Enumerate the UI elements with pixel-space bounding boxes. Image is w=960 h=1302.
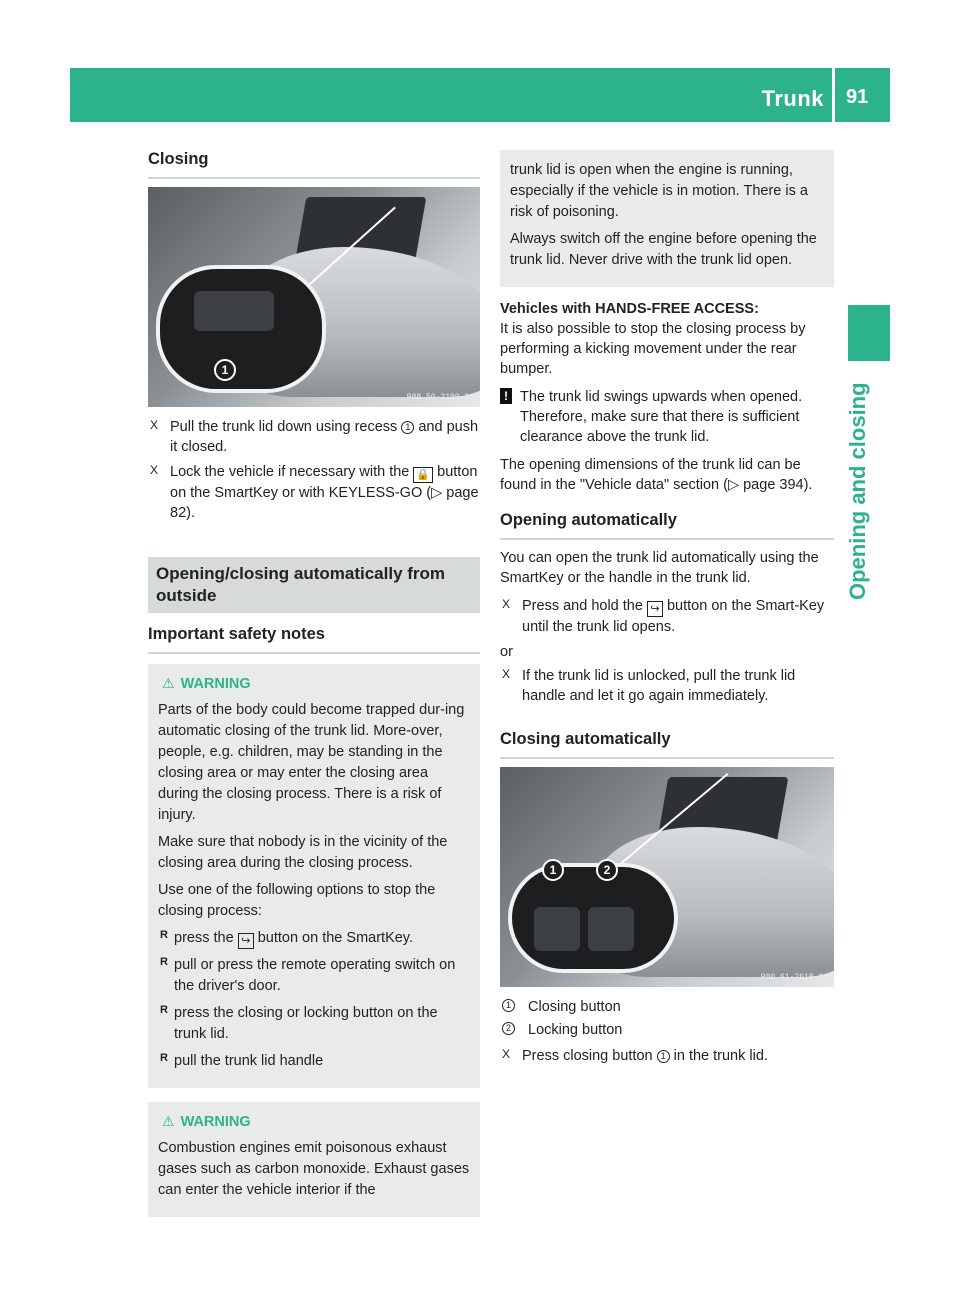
step-item bbox=[148, 462, 480, 523]
header-divider bbox=[832, 68, 835, 122]
dimensions-text: The opening dimensions of the trunk lid can be found in the "Vehicle data" section (▷ page 394). bbox=[500, 457, 813, 494]
recess-shape bbox=[194, 291, 274, 331]
step-text: and push it closed. bbox=[170, 418, 479, 455]
warning-title: ⚠ WARNING bbox=[162, 674, 251, 692]
step-arrow-icon: X bbox=[502, 1046, 511, 1061]
lock-key-icon: 🔒 bbox=[413, 467, 433, 483]
warning-box-continued bbox=[500, 150, 834, 287]
step-text: button on the SmartKey or with KEYLESS-GO (▷ page 82). bbox=[170, 463, 479, 521]
trunk-key-icon: ↪ bbox=[647, 601, 663, 617]
circled-number-icon: 1 bbox=[502, 999, 515, 1012]
opening-heading: Opening automatically bbox=[500, 509, 834, 540]
step-arrow-icon: X bbox=[502, 596, 511, 611]
trunk-recess-photo bbox=[148, 187, 480, 407]
step-text: Lock the vehicle if necessary with the bbox=[170, 463, 410, 480]
photo-code: P88.50-3109-31 bbox=[406, 392, 474, 402]
photo-code: P80.61-2618-31 bbox=[760, 972, 828, 982]
left-column bbox=[148, 148, 480, 1217]
bullet-icon: R bbox=[160, 1051, 168, 1064]
step-text: Pull the trunk lid down using recess bbox=[170, 418, 398, 435]
safety-heading: Important safety notes bbox=[148, 623, 480, 654]
circled-number-icon: 1 bbox=[657, 1050, 670, 1063]
closing-button-shape bbox=[534, 907, 580, 951]
bullet-item: R press the closing or locking button on the trunk lid. bbox=[160, 1003, 438, 1042]
exclamation-icon: ! bbox=[500, 388, 512, 404]
section-title: Trunk bbox=[761, 86, 824, 111]
circled-number-icon: 1 bbox=[401, 421, 414, 434]
photo-legend bbox=[500, 997, 834, 1040]
step-item: X Press closing button 1 in the trunk lid. bbox=[502, 1046, 768, 1064]
step-arrow-icon: X bbox=[502, 666, 511, 681]
page-number: 91 bbox=[846, 86, 869, 108]
step-item: X Press and hold the ↪ button on the Smart-Key until the trunk lid opens. bbox=[502, 596, 825, 635]
warning-text: trunk lid is open when the engine is running, especially if the vehicle is in motion. There is a risk of poisoning. bbox=[510, 162, 808, 221]
chapter-tab bbox=[848, 305, 890, 361]
closing-steps bbox=[148, 417, 480, 523]
step-arrow-icon: X bbox=[150, 462, 159, 477]
locking-button-shape bbox=[588, 907, 634, 951]
right-column bbox=[500, 150, 834, 1071]
step-arrow-icon: X bbox=[150, 417, 159, 432]
section-band-heading: Opening/closing automatically from outside bbox=[148, 557, 480, 613]
hfa-text: It is also possible to stop the closing process by performing a kicking movement under the rear bumper. bbox=[500, 321, 806, 378]
step-item bbox=[148, 417, 480, 457]
bullet-item: R pull the trunk lid handle bbox=[160, 1051, 324, 1069]
note-item bbox=[500, 387, 834, 447]
or-text: or bbox=[500, 643, 513, 660]
warning-box bbox=[148, 664, 480, 1088]
bullet-item: R press the ↪ button on the SmartKey. bbox=[160, 928, 414, 947]
bullet-icon: R bbox=[160, 955, 168, 968]
note-text: The trunk lid swings upwards when opened. Therefore, make sure that there is sufficient clearance above the trunk lid. bbox=[520, 389, 803, 446]
hfa-title: Vehicles with HANDS-FREE ACCESS: bbox=[500, 301, 759, 318]
bullet-icon: R bbox=[160, 1003, 168, 1016]
closing-auto-heading: Closing automatically bbox=[500, 728, 834, 759]
buttons-inset bbox=[508, 863, 678, 973]
circled-number-icon: 2 bbox=[502, 1022, 515, 1035]
legend-item: 1 Closing button bbox=[500, 997, 834, 1017]
warning-text: Always switch off the engine before opening the trunk lid. Never drive with the trunk lid open. bbox=[510, 231, 817, 269]
step-item: X If the trunk lid is unlocked, pull the trunk lid handle and let it go again immediately. bbox=[502, 666, 796, 704]
trunk-key-icon: ↪ bbox=[238, 933, 254, 949]
callout-1: 1 bbox=[542, 859, 564, 881]
warning-text: Parts of the body could become trapped dur-ing automatic closing of the trunk lid. More-over, people, e.g. children, may be standing in the closing area or may enter the closing area during the closing process. There is a risk of injury. bbox=[158, 701, 465, 823]
legend-item: 2 Locking button bbox=[500, 1020, 834, 1040]
closing-heading: Closing bbox=[148, 148, 480, 179]
chapter-label: Opening and closing bbox=[845, 382, 870, 600]
warning-title: ⚠ WARNING bbox=[162, 1112, 251, 1130]
callout-1: 1 bbox=[214, 359, 236, 381]
trunk-buttons-photo bbox=[500, 767, 834, 987]
warning-triangle-icon: ⚠ bbox=[162, 1112, 175, 1129]
warning-text: Combustion engines emit poisonous exhaust gases such as carbon monoxide. Exhaust gases can enter the vehicle interior if the bbox=[158, 1139, 470, 1198]
bullet-icon: R bbox=[160, 928, 168, 941]
recess-inset bbox=[156, 265, 326, 393]
warning-text: Use one of the following options to stop the closing process: bbox=[158, 881, 436, 919]
opening-intro: You can open the trunk lid automatically using the SmartKey or the handle in the trunk lid. bbox=[500, 549, 819, 586]
bullet-item: R pull or press the remote operating switch on the driver's door. bbox=[160, 955, 456, 994]
warning-triangle-icon: ⚠ bbox=[162, 674, 175, 691]
callout-2: 2 bbox=[596, 859, 618, 881]
warning-text: Make sure that nobody is in the vicinity of the closing area during the closing process. bbox=[158, 833, 448, 871]
warning-box bbox=[148, 1102, 480, 1217]
